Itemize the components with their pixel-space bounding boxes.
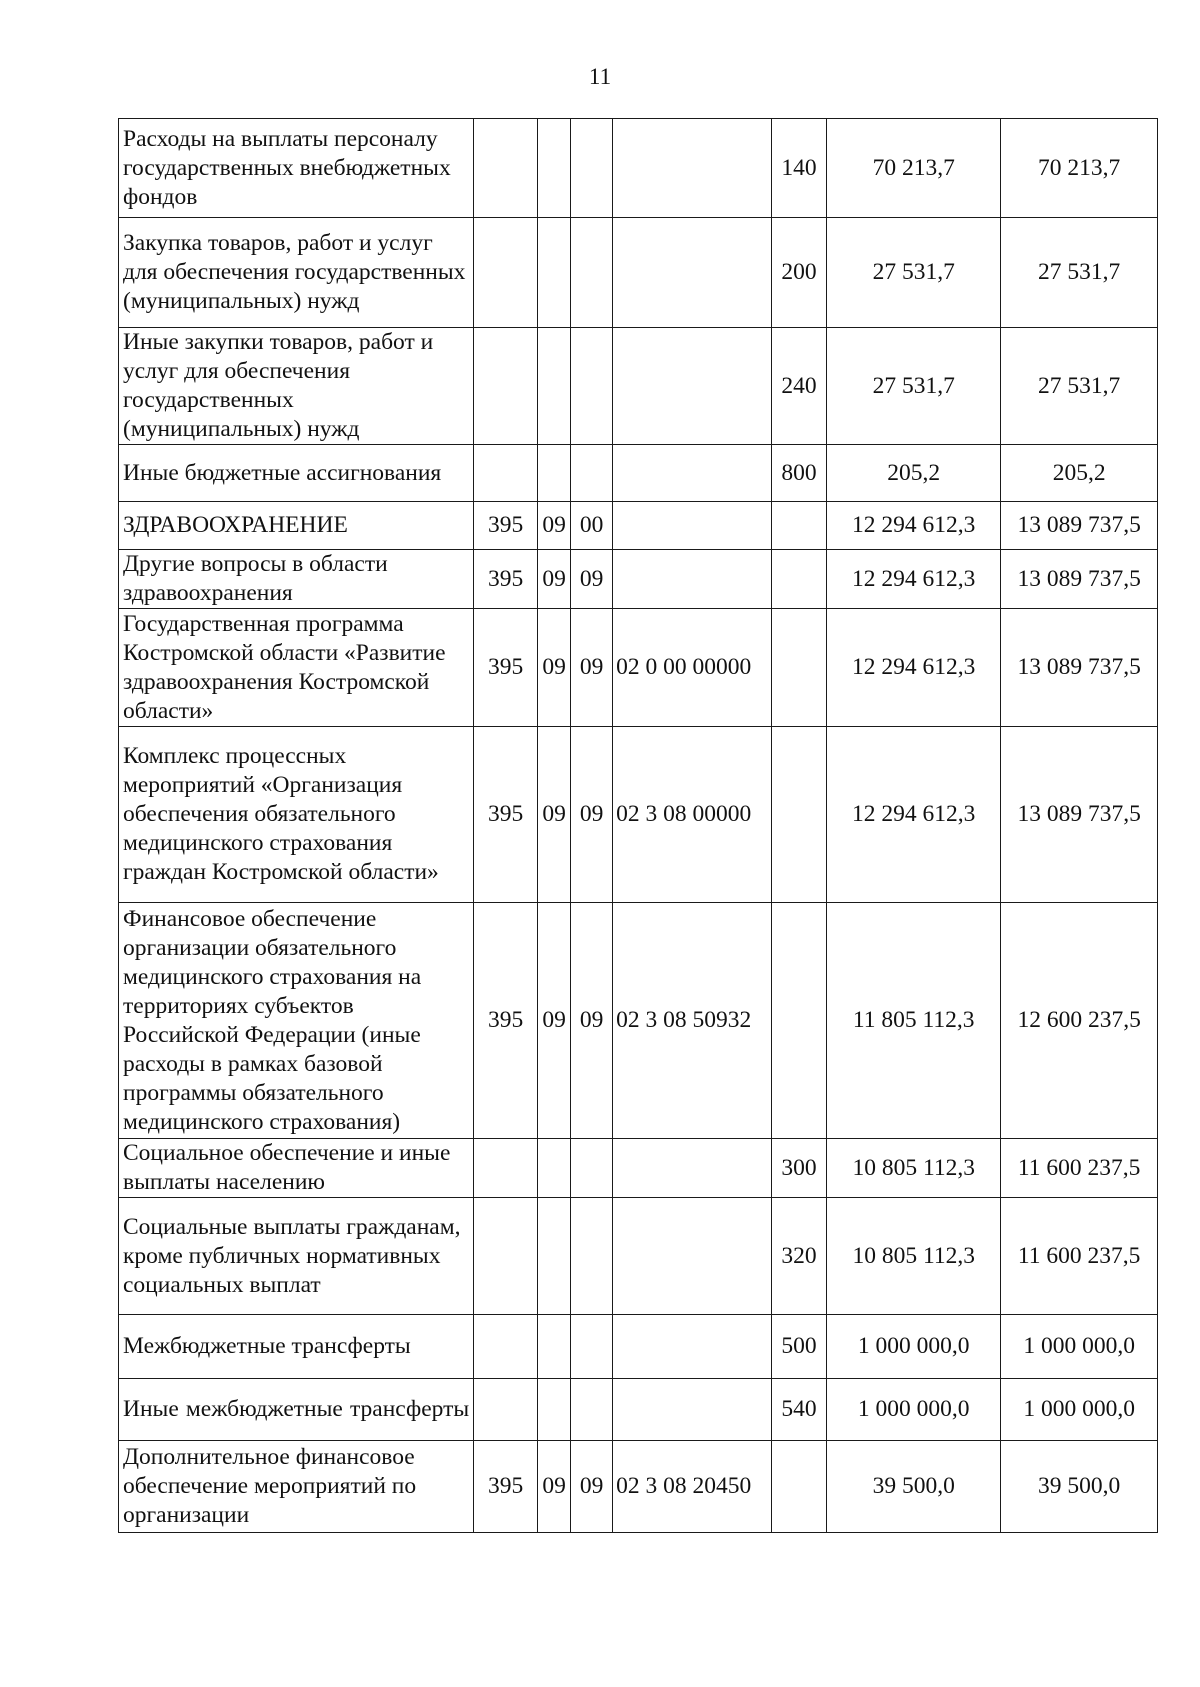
table-row — [119, 119, 1158, 218]
rz-code: 09 — [538, 1441, 571, 1533]
table-row — [119, 502, 1158, 550]
rz-code — [538, 1315, 571, 1379]
vr-code — [771, 903, 826, 1139]
csr-code: 02 3 08 00000 — [613, 727, 772, 903]
vr-code — [771, 727, 826, 903]
page-number: 11 — [588, 64, 612, 89]
sum-year-1: 70 213,7 — [827, 119, 1001, 218]
pr-code — [571, 1139, 613, 1198]
row-name: Иные закупки товаров, работ и услуг для обеспечения государственных (муниципальных) нужд — [119, 328, 474, 445]
sum-year-1: 1 000 000,0 — [827, 1315, 1001, 1379]
row-name: Иные бюджетные ассигнования — [119, 445, 474, 502]
rz-code: 09 — [538, 609, 571, 727]
pr-code: 00 — [571, 502, 613, 550]
sum-year-1: 10 805 112,3 — [827, 1198, 1001, 1315]
table-row — [119, 903, 1158, 1139]
sum-year-2: 27 531,7 — [1001, 218, 1158, 328]
table-row — [119, 1139, 1158, 1198]
vr-code — [771, 550, 826, 609]
sum-year-1: 27 531,7 — [827, 218, 1001, 328]
sum-year-2: 11 600 237,5 — [1001, 1139, 1158, 1198]
pr-code — [571, 328, 613, 445]
rz-code — [538, 1198, 571, 1315]
table-row — [119, 727, 1158, 903]
row-name: Другие вопросы в области здравоохранения — [119, 550, 474, 609]
csr-code — [613, 502, 772, 550]
csr-code — [613, 218, 772, 328]
vr-code: 300 — [771, 1139, 826, 1198]
sum-year-1: 11 805 112,3 — [827, 903, 1001, 1139]
vr-code: 240 — [771, 328, 826, 445]
sum-year-1: 12 294 612,3 — [827, 502, 1001, 550]
row-name: Расходы на выплаты персоналу государственных внебюджетных фондов — [119, 119, 474, 218]
vr-code: 540 — [771, 1379, 826, 1441]
sum-year-2: 13 089 737,5 — [1001, 550, 1158, 609]
row-name: Комплекс процессных мероприятий «Организация обеспечения обязательного медицинского страхования граждан Костромской области» — [119, 727, 474, 903]
row-name: ЗДРАВООХРАНЕНИЕ — [119, 502, 474, 550]
rz-code — [538, 1379, 571, 1441]
table-row — [119, 1315, 1158, 1379]
ved-code — [474, 119, 538, 218]
pr-code: 09 — [571, 727, 613, 903]
csr-code — [613, 1315, 772, 1379]
sum-year-1: 12 294 612,3 — [827, 609, 1001, 727]
row-name: Финансовое обеспечение организации обязательного медицинского страхования на территориях субъектов Российской Федерации (иные расходы в рамках базовой программы обязательного медицинского страхования) — [119, 903, 474, 1139]
csr-code — [613, 1198, 772, 1315]
table-row — [119, 328, 1158, 445]
csr-code — [613, 550, 772, 609]
row-name: Социальные выплаты гражданам, кроме публичных нормативных социальных выплат — [119, 1198, 474, 1315]
row-name: Закупка товаров, работ и услуг для обеспечения государственных (муниципальных) нужд — [119, 218, 474, 328]
sum-year-2: 205,2 — [1001, 445, 1158, 502]
csr-code — [613, 328, 772, 445]
sum-year-2: 11 600 237,5 — [1001, 1198, 1158, 1315]
sum-year-2: 1 000 000,0 — [1001, 1315, 1158, 1379]
sum-year-2: 12 600 237,5 — [1001, 903, 1158, 1139]
row-name: Дополнительное финансовое обеспечение мероприятий по организации — [119, 1441, 474, 1533]
table-row — [119, 445, 1158, 502]
vr-code — [771, 502, 826, 550]
csr-code: 02 0 00 00000 — [613, 609, 772, 727]
sum-year-2: 13 089 737,5 — [1001, 727, 1158, 903]
ved-code — [474, 445, 538, 502]
pr-code — [571, 445, 613, 502]
rz-code: 09 — [538, 550, 571, 609]
table-row — [119, 1198, 1158, 1315]
pr-code: 09 — [571, 550, 613, 609]
csr-code — [613, 1379, 772, 1441]
sum-year-1: 205,2 — [827, 445, 1001, 502]
ved-code — [474, 218, 538, 328]
vr-code: 500 — [771, 1315, 826, 1379]
ved-code: 395 — [474, 609, 538, 727]
sum-year-2: 39 500,0 — [1001, 1441, 1158, 1533]
vr-code — [771, 609, 826, 727]
ved-code — [474, 1139, 538, 1198]
rz-code: 09 — [538, 903, 571, 1139]
sum-year-2: 13 089 737,5 — [1001, 609, 1158, 727]
pr-code — [571, 1379, 613, 1441]
csr-code — [613, 119, 772, 218]
ved-code: 395 — [474, 1441, 538, 1533]
budget-table — [118, 118, 1158, 1533]
pr-code: 09 — [571, 1441, 613, 1533]
rz-code: 09 — [538, 727, 571, 903]
vr-code: 200 — [771, 218, 826, 328]
table-row — [119, 550, 1158, 609]
row-name: Межбюджетные трансферты — [119, 1315, 474, 1379]
sum-year-2: 70 213,7 — [1001, 119, 1158, 218]
ved-code — [474, 1315, 538, 1379]
csr-code — [613, 1139, 772, 1198]
row-name: Иные межбюджетные трансферты — [119, 1379, 474, 1441]
pr-code — [571, 1198, 613, 1315]
sum-year-1: 27 531,7 — [827, 328, 1001, 445]
ved-code — [474, 1198, 538, 1315]
rz-code — [538, 445, 571, 502]
rz-code: 09 — [538, 502, 571, 550]
rz-code — [538, 328, 571, 445]
ved-code: 395 — [474, 727, 538, 903]
vr-code — [771, 1441, 826, 1533]
vr-code: 140 — [771, 119, 826, 218]
ved-code — [474, 1379, 538, 1441]
table-row — [119, 1379, 1158, 1441]
rz-code — [538, 1139, 571, 1198]
vr-code: 800 — [771, 445, 826, 502]
ved-code: 395 — [474, 502, 538, 550]
pr-code — [571, 218, 613, 328]
sum-year-2: 1 000 000,0 — [1001, 1379, 1158, 1441]
sum-year-1: 39 500,0 — [827, 1441, 1001, 1533]
pr-code: 09 — [571, 609, 613, 727]
sum-year-1: 12 294 612,3 — [827, 550, 1001, 609]
pr-code: 09 — [571, 903, 613, 1139]
ved-code: 395 — [474, 550, 538, 609]
rz-code — [538, 218, 571, 328]
csr-code: 02 3 08 20450 — [613, 1441, 772, 1533]
vr-code: 320 — [771, 1198, 826, 1315]
sum-year-1: 12 294 612,3 — [827, 727, 1001, 903]
row-name: Государственная программа Костромской области «Развитие здравоохранения Костромской области» — [119, 609, 474, 727]
csr-code — [613, 445, 772, 502]
sum-year-1: 1 000 000,0 — [827, 1379, 1001, 1441]
pr-code — [571, 1315, 613, 1379]
csr-code: 02 3 08 50932 — [613, 903, 772, 1139]
table-row — [119, 1441, 1158, 1533]
sum-year-1: 10 805 112,3 — [827, 1139, 1001, 1198]
ved-code — [474, 328, 538, 445]
rz-code — [538, 119, 571, 218]
table-row — [119, 609, 1158, 727]
ved-code: 395 — [474, 903, 538, 1139]
row-name: Социальное обеспечение и иные выплаты населению — [119, 1139, 474, 1198]
sum-year-2: 13 089 737,5 — [1001, 502, 1158, 550]
pr-code — [571, 119, 613, 218]
sum-year-2: 27 531,7 — [1001, 328, 1158, 445]
table-row — [119, 218, 1158, 328]
